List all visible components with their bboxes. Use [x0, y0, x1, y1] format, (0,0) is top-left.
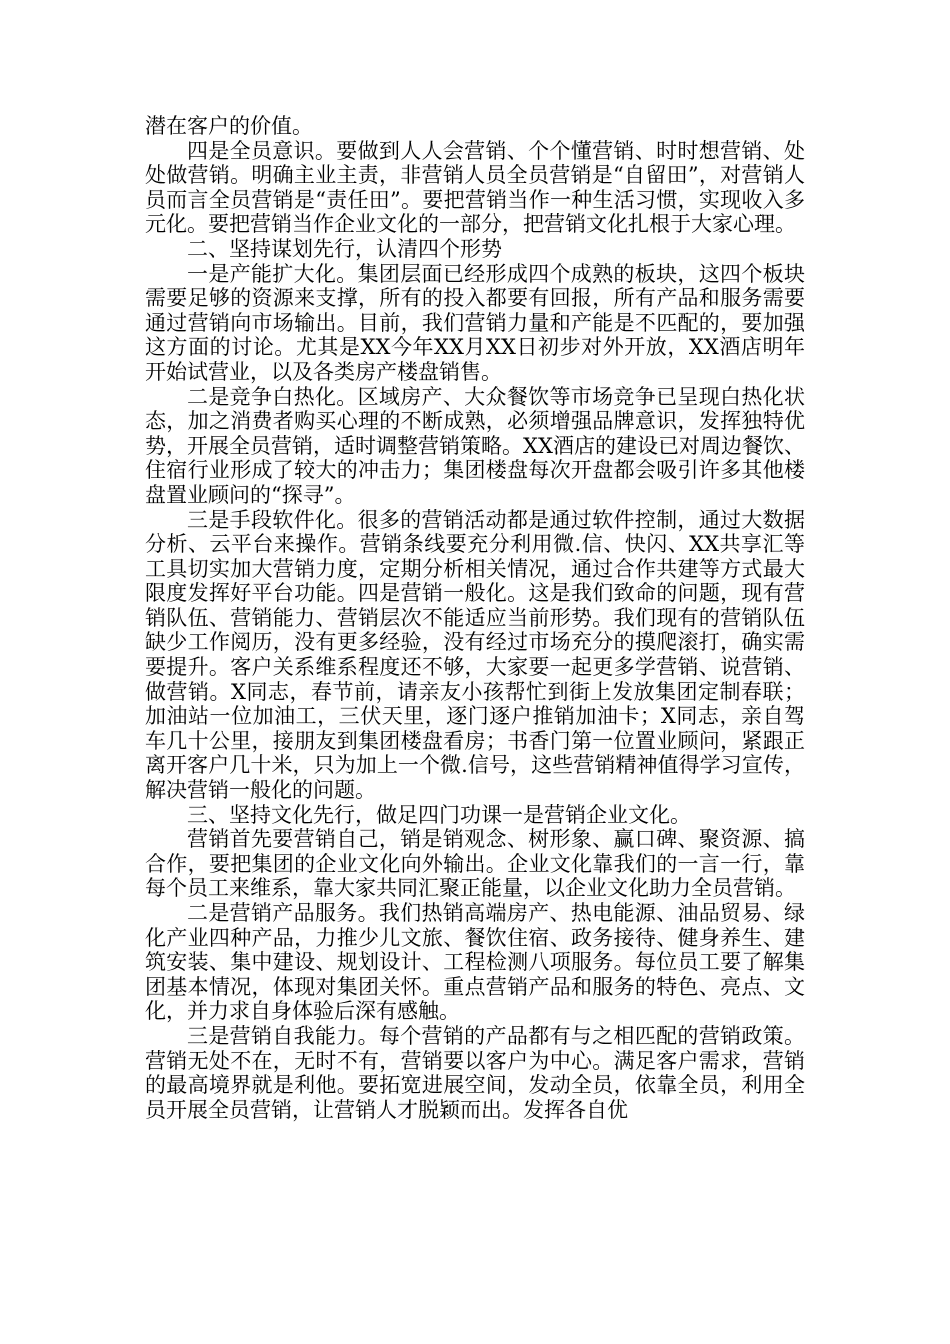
- section-heading-culture: 三、坚持文化先行，做足四门功课一是营销企业文化。: [187, 802, 691, 827]
- paragraph-self-marketing: 营销首先要营销自己，销是销观念、树形象、赢口碑、聚资源、搞合作，要把集团的企业文化向外输出。企业文化靠我们的一言一行，靠每个员工来维系，靠大家共同汇聚正能量，以企业文化助力全员营销。: [145, 827, 805, 901]
- document-body: [145, 114, 805, 1122]
- paragraph-self-ability: 三是营销自我能力。每个营销的产品都有与之相匹配的营销政策。营销无处不在，无时不有，营销要以客户为中心。满足客户需求，营销的最高境界就是利他。要拓宽进展空间，发动全员，依靠全员，利用全员开展全员营销，让营销人才脱颖而出。发挥各自优: [145, 1023, 805, 1122]
- paragraph-products-services: 二是营销产品服务。我们热销高端房产、热电能源、油品贸易、绿化产业四种产品，力推少儿文旅、餐饮住宿、政务接待、健身养生、建筑安装、集中建设、规划设计、工程检测八项服务。每位员工要了解集团基本情况，体现对集团关怀。重点营销产品和服务的特色、亮点、文化，并力求自身体验后深有感触。: [145, 901, 805, 1024]
- section-heading-planning: 二、坚持谋划先行，认清四个形势: [187, 236, 502, 261]
- paragraph-competition: 二是竞争白热化。区域房产、大众餐饮等市场竞争已呈现白热化状态，加之消费者购买心理的不断成熟，必须增强品牌意识，发挥独特优势，开展全员营销，适时调整营销策略。XX酒店的建设已对周边餐饮、住宿行业形成了较大的冲击力；集团楼盘每次开盘都会吸引许多其他楼盘置业顾问的“探寻”。: [145, 384, 805, 507]
- paragraph-capacity-expansion: 一是产能扩大化。集团层面已经形成四个成熟的板块，这四个板块需要足够的资源来支撑，所有的投入都要有回报，所有产品和服务需要通过营销向市场输出。目前，我们营销力量和产能是不匹配的，要加强这方面的讨论。尤其是XX今年XX月XX日初步对外开放，XX酒店明年开始试营业，以及各类房产楼盘销售。: [145, 261, 805, 384]
- paragraph-all-staff-awareness: 四是全员意识。要做到人人会营销、个个懂营销、时时想营销、处处做营销。明确主业主责，非营销人员全员营销是“自留田”，对营销人员而言全员营销是“责任田”。要把营销当作一种生活习惯，实现收入多元化。要把营销当作企业文化的一部分，把营销文化扎根于大家心理。: [145, 138, 805, 237]
- paragraph-continuation: 潜在客户的价值。: [145, 114, 313, 138]
- paragraph-software-means: 三是手段软件化。很多的营销活动都是通过软件控制，通过大数据分析、云平台来操作。营销条线要充分利用微.信、快闪、XX共享汇等工具切实加大营销力度，定期分析相关情况，通过合作共建等方式最大限度发挥好平台功能。四是营销一般化。这是我们致命的问题，现有营销队伍、营销能力、营销层次不能适应当前形势。我们现有的营销队伍缺少工作阅历，没有更多经验，没有经过市场充分的摸爬滚打，确实需要提升。客户关系维系程度还不够，大家要一起更多学营销、说营销、做营销。X同志，春节前，请亲友小孩帮忙到街上发放集团定制春联；加油站一位加油工，三伏天里，逐门逐户推销加油卡；X同志，亲自驾车几十公里，接朋友到集团楼盘看房；书香门第一位置业顾问，紧跟正离开客户几十米，只为加上一个微.信号，这些营销精神值得学习宣传，解决营销一般化的问题。: [145, 507, 805, 803]
